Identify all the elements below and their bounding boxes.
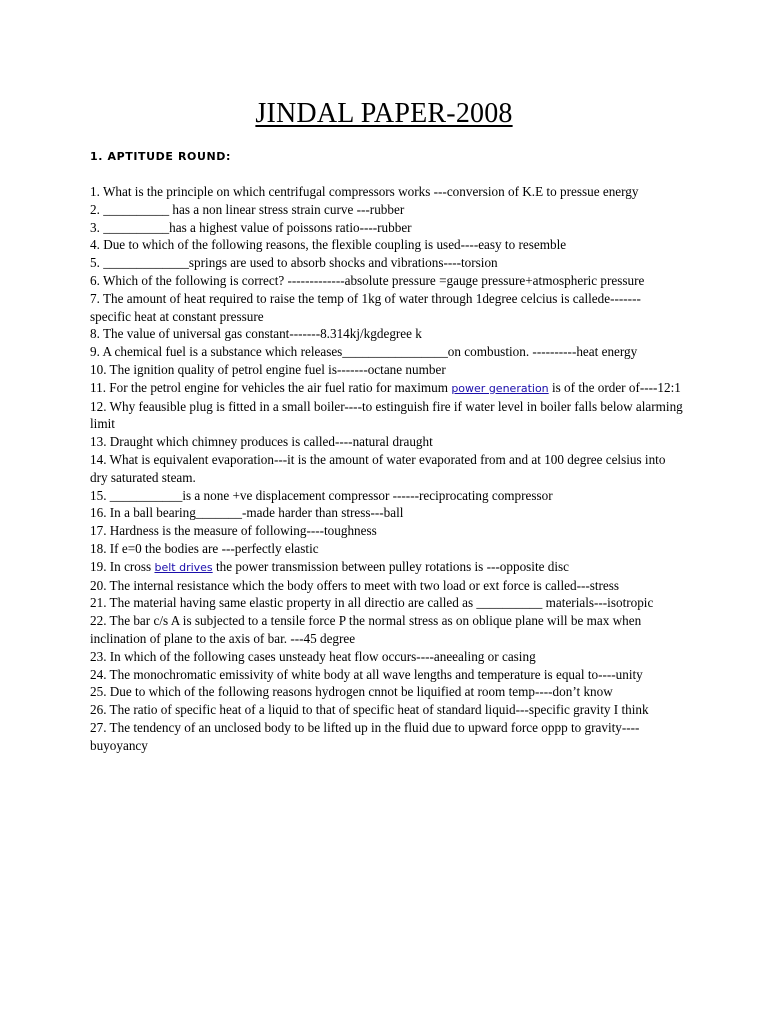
section-heading: 1. APTITUDE ROUND:	[90, 150, 232, 163]
question-text: the power transmission between pulley rotations is ---opposite disc	[212, 558, 570, 574]
question-item: 21. The material having same elastic property in all directio are called as __________ materials---isotropic	[90, 595, 654, 611]
question-item: 18. If e=0 the bodies are ---perfectly elastic	[90, 540, 319, 556]
question-item: 24. The monochromatic emissivity of white body at all wave lengths and temperature is equal to----unity	[90, 666, 643, 682]
question-item: 26. The ratio of specific heat of a liquid to that of specific heat of standard liquid---specific gravity I think	[90, 702, 649, 718]
question-item: 16. In a ball bearing_______-made harder than stress---ball	[90, 505, 404, 521]
question-text: 19. In cross	[90, 558, 155, 574]
document-title: JINDAL PAPER-2008	[255, 98, 513, 129]
question-list	[90, 183, 685, 755]
question-text: 11. For the petrol engine for vehicles the air fuel ratio for maximum	[90, 379, 452, 395]
question-item: 20. The internal resistance which the body offers to meet with two load or ext force is called---stress	[90, 577, 620, 593]
question-item: 15. ___________is a none +ve displacement compressor ------reciprocating compressor	[90, 487, 553, 503]
question-item: 7. The amount of heat required to raise the temp of 1kg of water through 1degree celcius is callede------- specific heat at constant pressure	[90, 290, 641, 324]
question-item: 14. What is equivalent evaporation---it is the amount of water evaporated from and at 100 degree celsius into dry saturated steam.	[90, 451, 666, 485]
question-item: 17. Hardness is the measure of following----toughness	[90, 523, 377, 539]
question-item: 4. Due to which of the following reasons, the flexible coupling is used----easy to resemble	[90, 237, 567, 253]
question-item: 9. A chemical fuel is a substance which releases________________on combustion. ----------heat energy	[90, 344, 638, 360]
question-item: 10. The ignition quality of petrol engine fuel is-------octane number	[90, 361, 446, 377]
question-item: 2. __________ has a non linear stress strain curve ---rubber	[90, 201, 405, 217]
question-text: is of the order of----12:1	[548, 379, 681, 395]
question-item: 27. The tendency of an unclosed body to be lifted up in the fluid due to upward force oppp to gravity----buyoyancy	[90, 719, 640, 753]
inline-link[interactable]: power generation	[451, 381, 549, 395]
question-item: 13. Draught which chimney produces is called----natural draught	[90, 434, 433, 450]
question-item: 5. _____________springs are used to absorb shocks and vibrations----torsion	[90, 255, 498, 271]
inline-link[interactable]: belt drives	[154, 560, 213, 574]
question-item: 8. The value of universal gas constant-------8.314kj/kgdegree k	[90, 326, 422, 342]
question-item: 1. What is the principle on which centrifugal compressors works ---conversion of K.E to pressue energy	[90, 184, 639, 199]
question-item: 23. In which of the following cases unsteady heat flow occurs----aneealing or casing	[90, 648, 536, 664]
question-item: 3. __________has a highest value of poissons ratio----rubber	[90, 219, 412, 235]
question-item: 12. Why feausible plug is fitted in a small boiler----to estinguish fire if water level in boiler falls below alarming limit	[90, 398, 683, 432]
question-item: 22. The bar c/s A is subjected to a tensile force P the normal stress as on oblique plane will be max when inclination of plane to the axis of bar. ---45 degree	[90, 613, 642, 646]
question-item	[90, 558, 685, 577]
question-item: 6. Which of the following is correct? -------------absolute pressure =gauge pressure+atmospheric pressure	[90, 272, 645, 288]
question-item: 25. Due to which of the following reasons hydrogen cnnot be liquified at room temp----don’t know	[90, 684, 613, 700]
question-item	[90, 379, 685, 398]
